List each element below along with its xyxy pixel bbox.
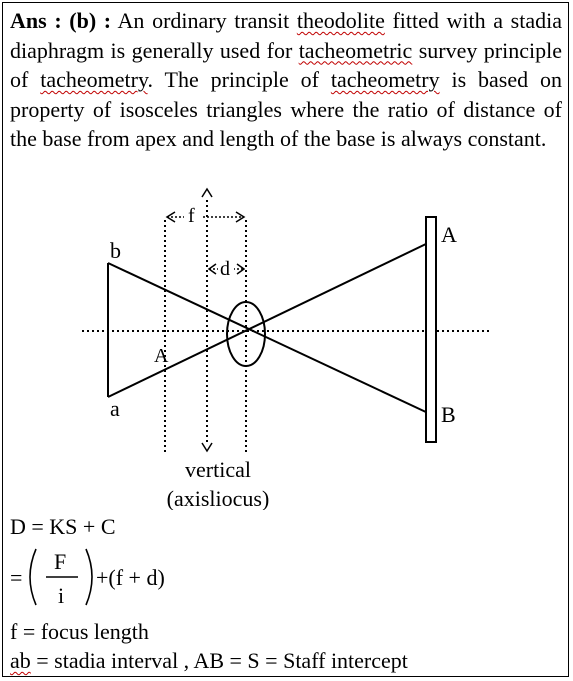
spell-flag-tacheometric: tacheometric <box>298 37 413 63</box>
formula-plus-term: +(f + d) <box>96 565 165 590</box>
right-paren-icon <box>86 549 92 605</box>
answer-paragraph <box>10 6 562 154</box>
text-part-3: survey principle of <box>10 37 562 92</box>
spell-flag-tacheometry-1: tacheometry <box>40 67 148 92</box>
label-staff-A: A <box>441 222 457 247</box>
label-d: d <box>220 258 230 280</box>
caption-axis: (axisliocus) <box>166 486 270 510</box>
formula-F: F <box>54 549 67 574</box>
formula-equals: = <box>10 565 23 590</box>
left-paren-icon <box>30 549 36 605</box>
formula-fraction <box>8 545 188 611</box>
answer-prefix: Ans : (b) : <box>10 8 112 33</box>
arrow-up-icon <box>202 189 212 197</box>
spell-flag-ab: ab <box>10 648 31 673</box>
text-part-4: . The principle of <box>147 67 331 92</box>
spell-flag-theodolite: theodolite <box>296 8 385 33</box>
formula-i: i <box>58 583 65 608</box>
ray-b-to-B <box>108 263 428 413</box>
label-apex-A: A <box>154 345 169 367</box>
caption-vertical: vertical <box>185 457 251 482</box>
formula-D-equals: D = KS + C <box>10 514 116 539</box>
arrow-down-icon <box>202 443 212 451</box>
tacheometry-diagram <box>0 180 573 510</box>
ray-a-to-A <box>108 243 428 397</box>
label-staff-B: B <box>441 402 456 427</box>
formula-f-definition: f = focus length <box>10 619 149 644</box>
staff <box>426 217 436 442</box>
text-part-2: fitted with a stadia diaphragm is generally used for <box>10 8 562 63</box>
label-f: f <box>188 205 195 227</box>
text-part-5: is based on property of isosceles triangles where the ratio of distance of the base from apex and length of the base is always constant. <box>10 67 563 151</box>
formula-ab-definition <box>10 648 408 674</box>
formula-ab-rest: = stadia interval , AB = S = Staff intercept <box>30 648 408 673</box>
text-part-1: An ordinary transit <box>117 8 297 33</box>
label-b: b <box>110 238 121 263</box>
spell-flag-tacheometry-2: tacheometry <box>330 67 440 92</box>
label-a: a <box>110 396 120 421</box>
